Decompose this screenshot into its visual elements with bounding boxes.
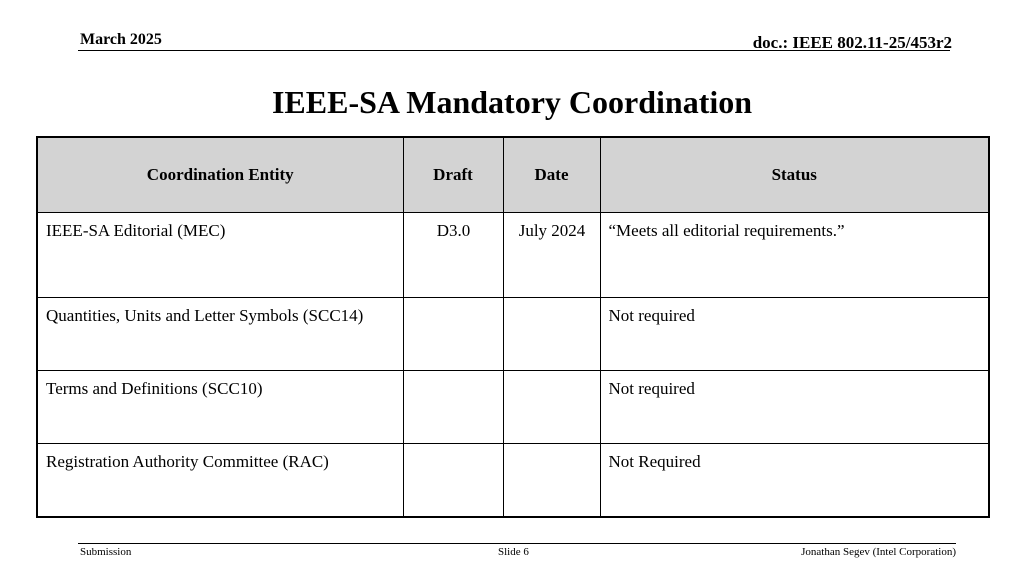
cell-date: July 2024 [503,213,600,298]
footer-divider [78,543,956,544]
column-header-entity: Coordination Entity [37,137,403,213]
cell-entity: IEEE-SA Editorial (MEC) [37,213,403,298]
column-header-draft: Draft [403,137,503,213]
cell-status: Not required [600,298,989,371]
cell-draft [403,444,503,518]
cell-date [503,298,600,371]
table-header-row [37,137,989,213]
header-date: March 2025 [80,31,162,48]
footer-slide-number: Slide 6 [498,546,529,558]
column-header-date: Date [503,137,600,213]
cell-draft [403,371,503,444]
header-divider [78,50,950,51]
cell-status: Not Required [600,444,989,518]
table-row [37,371,989,444]
cell-entity: Terms and Definitions (SCC10) [37,371,403,444]
cell-entity: Registration Authority Committee (RAC) [37,444,403,518]
header-doc-number: doc.: IEEE 802.11-25/453r2 [752,33,952,52]
table-row [37,213,989,298]
table-row [37,444,989,518]
coordination-table [36,136,990,518]
cell-entity: Quantities, Units and Letter Symbols (SCC14) [37,298,403,371]
cell-draft: D3.0 [403,213,503,298]
slide-title: IEEE-SA Mandatory Coordination [271,84,753,120]
column-header-status: Status [600,137,989,213]
table-row [37,298,989,371]
cell-status: “Meets all editorial requirements.” [600,213,989,298]
cell-date [503,444,600,518]
footer-author: Jonathan Segev (Intel Corporation) [801,546,956,558]
cell-status: Not required [600,371,989,444]
cell-date [503,371,600,444]
cell-draft [403,298,503,371]
footer-submission: Submission [80,546,132,558]
